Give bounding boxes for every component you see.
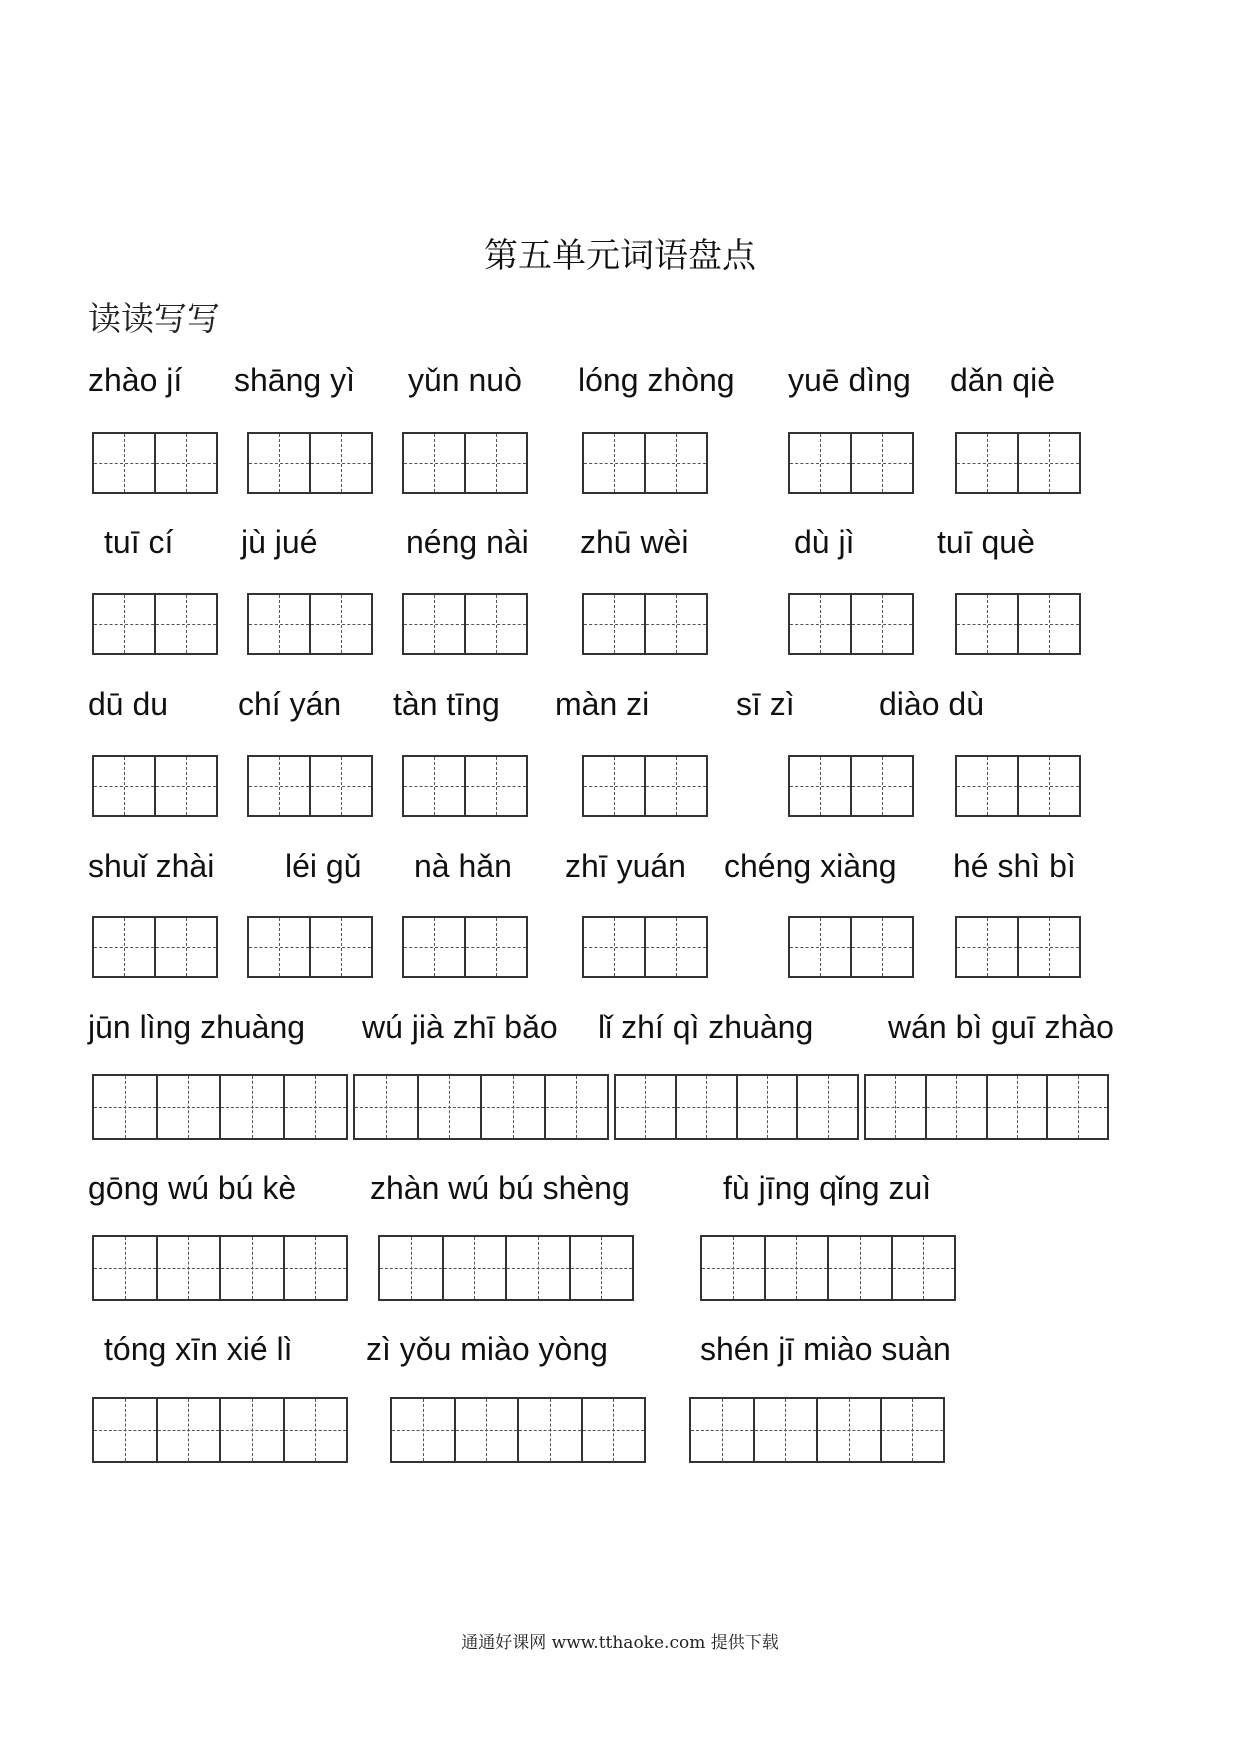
writing-grid (353, 1074, 609, 1140)
writing-grid (247, 432, 373, 494)
writing-grid (788, 593, 914, 655)
writing-cell[interactable] (1019, 757, 1079, 815)
writing-cell[interactable] (158, 1399, 222, 1461)
writing-grid (402, 432, 528, 494)
pinyin-label: néng nài (406, 524, 529, 560)
writing-cell[interactable] (790, 757, 852, 815)
writing-grid (582, 593, 708, 655)
writing-cell[interactable] (249, 757, 311, 815)
pinyin-label: sī zì (736, 686, 795, 722)
writing-cell[interactable] (1048, 1076, 1107, 1138)
writing-cell[interactable] (584, 757, 646, 815)
writing-grid (955, 432, 1081, 494)
pinyin-label: diào dù (879, 686, 984, 722)
writing-cell[interactable] (94, 1399, 158, 1461)
writing-cell[interactable] (419, 1076, 483, 1138)
pinyin-label: jūn lìng zhuàng (88, 1009, 306, 1045)
writing-grid (92, 432, 218, 494)
writing-grid (92, 1235, 348, 1301)
writing-cell[interactable] (957, 757, 1019, 815)
writing-grid (582, 755, 708, 817)
writing-grid (788, 432, 914, 494)
pinyin-label: zì yǒu miào yòng (366, 1331, 608, 1367)
writing-cell[interactable] (466, 918, 526, 976)
pinyin-label: fù jīng qǐng zuì (723, 1170, 932, 1206)
writing-cell[interactable] (852, 918, 912, 976)
writing-cell[interactable] (404, 595, 466, 653)
writing-cell[interactable] (285, 1399, 347, 1461)
writing-cell[interactable] (927, 1076, 988, 1138)
writing-cell[interactable] (466, 595, 526, 653)
writing-cell[interactable] (1019, 434, 1079, 492)
writing-grid (92, 755, 218, 817)
writing-grid (92, 1397, 348, 1463)
writing-cell[interactable] (882, 1399, 944, 1461)
pinyin-label: zhàn wú bú shèng (370, 1170, 630, 1206)
writing-cell[interactable] (285, 1076, 347, 1138)
pinyin-label: yuē dìng (788, 362, 911, 398)
writing-cell[interactable] (404, 918, 466, 976)
pinyin-label: zhào jí (88, 362, 183, 398)
writing-cell[interactable] (790, 595, 852, 653)
pinyin-label: yǔn nuò (408, 362, 522, 398)
writing-cell[interactable] (466, 434, 526, 492)
writing-cell[interactable] (221, 1076, 285, 1138)
writing-cell[interactable] (221, 1399, 285, 1461)
writing-grid (864, 1074, 1109, 1140)
writing-cell[interactable] (94, 434, 156, 492)
writing-cell[interactable] (392, 1399, 456, 1461)
writing-cell[interactable] (456, 1399, 520, 1461)
writing-cell[interactable] (702, 1237, 766, 1299)
writing-cell[interactable] (158, 1076, 222, 1138)
writing-cell[interactable] (444, 1237, 508, 1299)
writing-cell[interactable] (829, 1237, 893, 1299)
writing-cell[interactable] (583, 1399, 645, 1461)
writing-cell[interactable] (404, 434, 466, 492)
pinyin-label: dū du (88, 686, 169, 722)
writing-grid (390, 1397, 646, 1463)
writing-grid (92, 593, 218, 655)
writing-grid (955, 593, 1081, 655)
writing-cell[interactable] (852, 595, 912, 653)
writing-cell[interactable] (221, 1237, 285, 1299)
writing-cell[interactable] (285, 1237, 347, 1299)
writing-grid (378, 1235, 634, 1301)
pinyin-label: shén jī miào suàn (700, 1331, 951, 1367)
pinyin-label: jù jué (241, 524, 318, 560)
writing-cell[interactable] (355, 1076, 419, 1138)
writing-cell[interactable] (798, 1076, 857, 1138)
writing-cell[interactable] (957, 434, 1019, 492)
writing-cell[interactable] (988, 1076, 1049, 1138)
writing-cell[interactable] (571, 1237, 633, 1299)
pinyin-label: wán bì guī zhào (888, 1009, 1114, 1045)
writing-cell[interactable] (156, 434, 216, 492)
writing-grid (402, 755, 528, 817)
writing-grid (247, 916, 373, 978)
pinyin-label: nà hǎn (414, 848, 512, 884)
writing-cell[interactable] (404, 757, 466, 815)
writing-grid (582, 916, 708, 978)
writing-cell[interactable] (156, 595, 216, 653)
pinyin-label: chéng xiàng (724, 848, 897, 884)
writing-cell[interactable] (507, 1237, 571, 1299)
writing-grid (955, 755, 1081, 817)
pinyin-label: tóng xīn xié lì (104, 1331, 293, 1367)
writing-cell[interactable] (156, 757, 216, 815)
writing-grid (700, 1235, 956, 1301)
pinyin-label: màn zi (555, 686, 650, 722)
writing-grid (689, 1397, 945, 1463)
writing-grid (614, 1074, 859, 1140)
writing-cell[interactable] (1019, 918, 1079, 976)
writing-cell[interactable] (893, 1237, 955, 1299)
writing-grid (402, 593, 528, 655)
writing-cell[interactable] (380, 1237, 444, 1299)
writing-cell[interactable] (677, 1076, 738, 1138)
writing-grid (92, 1074, 348, 1140)
section-heading: 读读写写 (88, 299, 220, 338)
writing-cell[interactable] (249, 595, 311, 653)
writing-cell[interactable] (1019, 595, 1079, 653)
writing-cell[interactable] (852, 434, 912, 492)
pinyin-label: dù jì (794, 524, 855, 560)
writing-cell[interactable] (546, 1076, 608, 1138)
writing-cell[interactable] (755, 1399, 819, 1461)
writing-grid (247, 755, 373, 817)
writing-grid (247, 593, 373, 655)
writing-cell[interactable] (766, 1237, 830, 1299)
writing-cell[interactable] (957, 595, 1019, 653)
writing-cell[interactable] (311, 434, 371, 492)
writing-cell[interactable] (646, 595, 706, 653)
pinyin-label: zhī yuán (565, 848, 686, 884)
writing-cell[interactable] (738, 1076, 799, 1138)
writing-grid (788, 755, 914, 817)
pinyin-label: gōng wú bú kè (88, 1170, 297, 1206)
writing-cell[interactable] (466, 757, 526, 815)
page-title: 第五单元词语盘点 (484, 236, 756, 276)
writing-cell[interactable] (957, 918, 1019, 976)
writing-cell[interactable] (584, 434, 646, 492)
pinyin-label: shāng yì (234, 362, 355, 398)
writing-cell[interactable] (852, 757, 912, 815)
writing-grid (402, 916, 528, 978)
writing-cell[interactable] (311, 918, 371, 976)
pinyin-label: tuī cí (104, 524, 174, 560)
writing-cell[interactable] (584, 918, 646, 976)
pinyin-label: shuǐ zhài (88, 848, 215, 884)
writing-cell[interactable] (646, 757, 706, 815)
writing-cell[interactable] (646, 918, 706, 976)
writing-grid (788, 916, 914, 978)
writing-cell[interactable] (311, 595, 371, 653)
writing-grid (92, 916, 218, 978)
writing-cell[interactable] (691, 1399, 755, 1461)
pinyin-label: lǐ zhí qì zhuàng (598, 1009, 814, 1045)
writing-cell[interactable] (94, 757, 156, 815)
writing-cell[interactable] (482, 1076, 546, 1138)
pinyin-label: lóng zhòng (578, 362, 735, 398)
writing-cell[interactable] (156, 918, 216, 976)
writing-grid (582, 432, 708, 494)
writing-cell[interactable] (94, 1076, 158, 1138)
writing-cell[interactable] (790, 918, 852, 976)
writing-cell[interactable] (249, 918, 311, 976)
writing-cell[interactable] (790, 434, 852, 492)
writing-cell[interactable] (249, 434, 311, 492)
footer-credit: 通通好课网 www.tthaoke.com 提供下载 (461, 1633, 779, 1653)
writing-cell[interactable] (94, 595, 156, 653)
writing-cell[interactable] (616, 1076, 677, 1138)
writing-cell[interactable] (866, 1076, 927, 1138)
pinyin-label: zhū wèi (580, 524, 689, 560)
writing-grid (955, 916, 1081, 978)
pinyin-label: wú jià zhī bǎo (362, 1009, 558, 1045)
pinyin-label: tàn tīng (393, 686, 500, 722)
writing-cell[interactable] (158, 1237, 222, 1299)
writing-cell[interactable] (94, 1237, 158, 1299)
pinyin-label: dǎn qiè (950, 362, 1055, 398)
writing-cell[interactable] (519, 1399, 583, 1461)
pinyin-label: hé shì bì (953, 848, 1076, 884)
writing-cell[interactable] (818, 1399, 882, 1461)
writing-cell[interactable] (584, 595, 646, 653)
writing-cell[interactable] (94, 918, 156, 976)
pinyin-label: chí yán (238, 686, 342, 722)
writing-cell[interactable] (646, 434, 706, 492)
writing-cell[interactable] (311, 757, 371, 815)
pinyin-label: léi gǔ (285, 848, 362, 884)
pinyin-label: tuī què (937, 524, 1035, 560)
